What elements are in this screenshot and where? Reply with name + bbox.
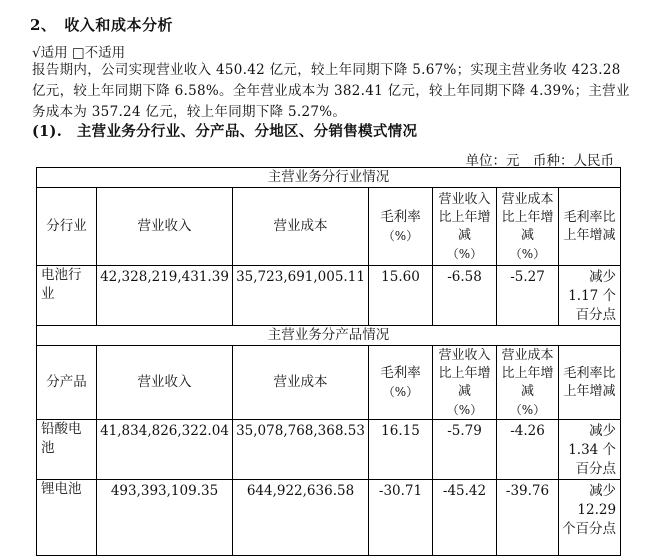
- header-margin-unit: （%）: [382, 228, 419, 243]
- table-row: [37, 420, 621, 480]
- row-rev-change: -5.79: [433, 420, 497, 480]
- header-margin-change: 毛利率比上年增减: [559, 346, 621, 420]
- product-header-row: [37, 346, 621, 420]
- header-margin: [369, 346, 433, 420]
- header-revenue: 营业收入: [97, 346, 233, 420]
- section-heading: 2、 收入和成本分析: [30, 16, 173, 34]
- row-margin: 16.15: [369, 420, 433, 480]
- header-margin-change: 毛利率比上年增减: [559, 188, 621, 266]
- header-by-industry: 分行业: [37, 188, 97, 266]
- row-cost-change: -4.26: [497, 420, 559, 480]
- header-cost-change-label: 营业成本比上年增减: [501, 191, 554, 243]
- header-margin-label: 毛利率: [380, 364, 421, 381]
- row-name: 锂电池: [37, 480, 97, 556]
- industry-section-row: [37, 168, 621, 188]
- row-margin-change: 减少 1.34 个百分点: [559, 420, 621, 480]
- industry-header-row: [37, 188, 621, 266]
- row-cost: 35,723,691,005.11: [233, 266, 369, 326]
- header-by-product: 分产品: [37, 346, 97, 420]
- row-rev-change: -6.58: [433, 266, 497, 326]
- row-name: 电池行业: [37, 266, 97, 326]
- row-margin: -30.71: [369, 480, 433, 556]
- row-revenue: 493,393,109.35: [97, 480, 233, 556]
- row-name: 铅酸电池: [37, 420, 97, 480]
- header-rev-change-unit: （%）: [446, 402, 483, 417]
- header-rev-change-label: 营业收入比上年增减: [438, 347, 491, 399]
- row-cost: 644,922,636.58: [233, 480, 369, 556]
- header-cost-change-unit: （%）: [509, 246, 546, 261]
- header-cost: 营业成本: [233, 346, 369, 420]
- header-cost-change: [497, 188, 559, 266]
- currency-unit: 单位：元 币种：人民币: [465, 153, 614, 169]
- row-revenue: 42,328,219,431.39: [97, 266, 233, 326]
- summary-paragraph: 报告期内，公司实现营业收入 450.42 亿元，较上年同期下降 5.67%；实现主营业务收 423.28 亿元，较上年同期下降 6.58%。全年营业成本为 382.41 亿元，较上年同期下降 4.39%；主营业务成本为 357.24 亿元，较上年同期下降 5.27%。: [32, 62, 630, 120]
- main-business-table: [36, 167, 621, 556]
- header-rev-change: [433, 188, 497, 266]
- table-row: [37, 266, 621, 326]
- subsection-heading: (1). 主营业务分行业、分产品、分地区、分销售模式情况: [32, 123, 418, 140]
- header-cost: 营业成本: [233, 188, 369, 266]
- header-rev-change: [433, 346, 497, 420]
- row-cost: 35,078,768,368.53: [233, 420, 369, 480]
- row-cost-change: -39.76: [497, 480, 559, 556]
- header-cost-change-unit: （%）: [509, 402, 546, 417]
- applicable-status: √适用 □不适用: [32, 45, 126, 61]
- header-rev-change-unit: （%）: [446, 246, 483, 261]
- header-revenue: 营业收入: [97, 188, 233, 266]
- header-margin: [369, 188, 433, 266]
- row-revenue: 41,834,826,322.04: [97, 420, 233, 480]
- product-section-title: 主营业务分产品情况: [37, 326, 621, 346]
- industry-section-title: 主营业务分行业情况: [37, 168, 621, 188]
- header-rev-change-label: 营业收入比上年增减: [438, 191, 491, 243]
- header-margin-unit: （%）: [382, 384, 419, 399]
- header-margin-label: 毛利率: [380, 208, 421, 225]
- header-cost-change: [497, 346, 559, 420]
- table-row: [37, 480, 621, 556]
- row-margin-change: 减少 1.17 个百分点: [559, 266, 621, 326]
- row-cost-change: -5.27: [497, 266, 559, 326]
- row-rev-change: -45.42: [433, 480, 497, 556]
- row-margin-change: 减少 12.29 个百分点: [559, 480, 621, 556]
- product-section-row: [37, 326, 621, 346]
- row-margin: 15.60: [369, 266, 433, 326]
- header-cost-change-label: 营业成本比上年增减: [501, 347, 554, 399]
